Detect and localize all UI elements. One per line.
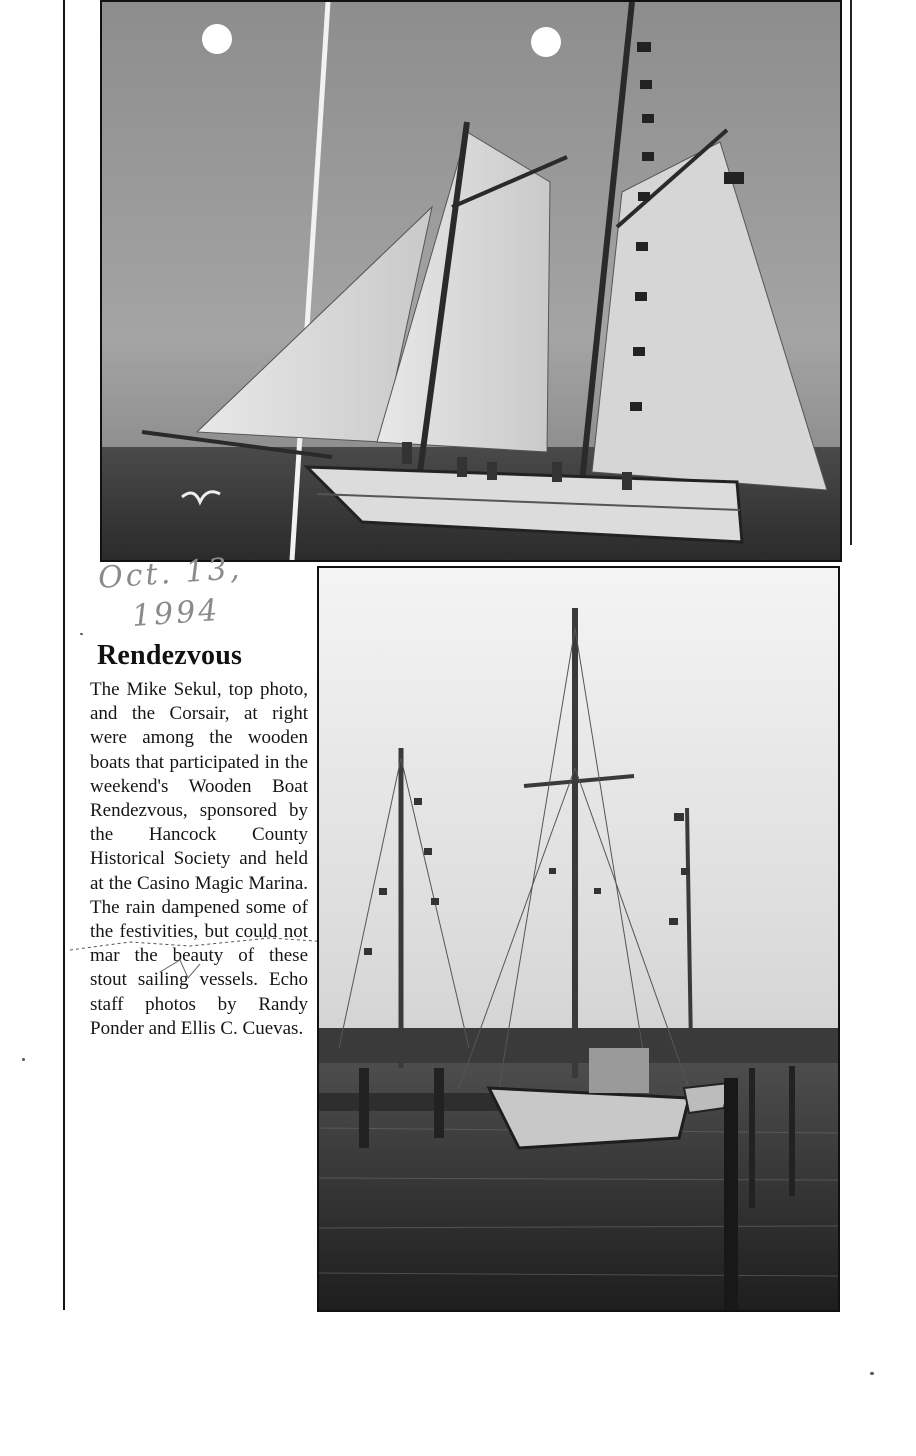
photo-schooner-at-marina [317, 566, 840, 1312]
article-text: The Mike Sekul, top photo, and the Corsair, at right were among the wooden boats that participated in the weekend's Wooden Boat Rendezvous, sponsored by the Hancock County Historical Society and held at the Casino Magic Marina. The rain dampened some of the festivities, but could not mar the beauty of these stout sailing vessels. Echo staff photos by Randy Ponder and Ellis C. Cuevas. [90, 679, 308, 1039]
scan-speck [22, 1058, 25, 1061]
scan-speck [80, 633, 83, 635]
handwritten-date: Oct. 13, [96, 551, 244, 596]
article-headline: Rendezvous [97, 640, 243, 671]
handwritten-year: 1994 [130, 592, 222, 635]
scan-speck [870, 1372, 874, 1375]
clipping-right-edge [850, 0, 852, 545]
clipping-left-edge [63, 0, 65, 1310]
article-body [90, 678, 308, 1041]
photo-schooner-under-sail [100, 0, 842, 562]
